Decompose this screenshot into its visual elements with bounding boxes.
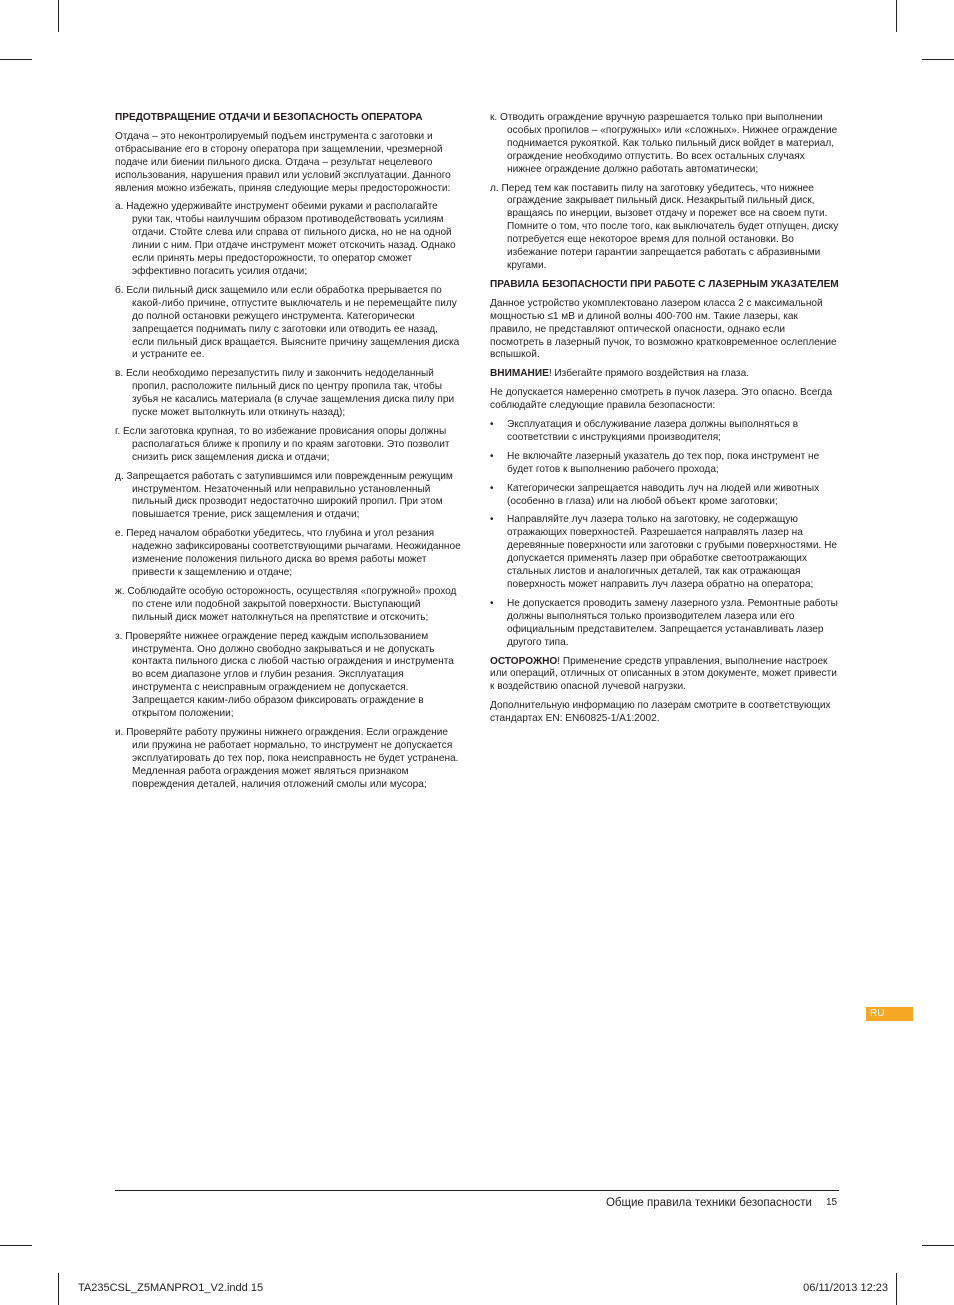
- list-item: д. Запрещается работать с затупившимся или поврежденным режущим инструментом. Незаточенный или неправильно установленный пильный диск прозводит недостаточно широкий пропил. При этом повышается трение, риск защемления и отдачи;: [115, 470, 453, 521]
- language-badge: RU: [866, 1007, 913, 1021]
- crop-mark: [58, 1273, 59, 1305]
- laser-section-heading: ПРАВИЛА БЕЗОПАСНОСТИ ПРИ РАБОТЕ С ЛАЗЕРНЫМ УКАЗАТЕЛЕМ: [490, 278, 839, 290]
- list-item: з. Проверяйте нижнее ограждение перед каждым использованием инструмента. Оно должно свободно закрываться и не допускать контакта пильного диска с любой частью ограждения и инструмента во всем диапазоне углов и глубин резания. Эксплуатация инструмента с неисправным ограждением не допускается. Запрещается каким-либо образом фиксировать ограждение в открытом положении;: [115, 630, 454, 720]
- intro-paragraph: Отдача – это неконтролируемый подъем инструмента с заготовки и отбрасывание его в сторону оператора при защемлении, чрезмерной подаче или биении пильного диска. Отдача – результат нецелевого использования, нарушения правил или условий эксплуатации. Данного явления можно избежать, приняв следующие меры предосторожности:: [115, 130, 451, 194]
- crop-mark: [0, 59, 32, 60]
- warning-paragraph: [490, 368, 840, 381]
- footer-title: Общие правила техники безопасности: [605, 1197, 812, 1209]
- list-item: б. Если пильный диск защемило или если обработка прерывается по какой-либо причине, отпустите выключатель и не перемещайте пилу до полной остановки режущего инструмента. Категорически запрещается поднимать пилу с заготовки или отводить ее назад, если пильный диск вращается. Выясните причину защемления диска и устраните ее.: [115, 284, 460, 361]
- bullet-text: Не допускается проводить замену лазерного узла. Ремонтные работы должны выполняться только производителем лазера или его официальным представителем. Запрещается устанавливать лазер другого типа.: [507, 597, 838, 648]
- bullet-text: Эксплуатация и обслуживание лазера должны выполняться в соответствии с инструкциями производителя;: [507, 419, 799, 443]
- bullet-item: [490, 419, 840, 445]
- list-item: и. Проверяйте работу пружины нижнего ограждения. Если ограждение или пружина не работает нормально, то инструмент не допускается эксплуатировать до тех пор, пока неисправность не будет устранена. Медленная работа ограждения может являться признаком повреждения деталей, наличия отложений смолы или мусора;: [115, 726, 459, 790]
- caution-label: ОСТОРОЖНО: [490, 655, 558, 667]
- page-number: 15: [826, 1197, 838, 1208]
- list-item: л. Перед тем как поставить пилу на заготовку убедитесь, что нижнее ограждение закрывает пильный диск. Незакрытый пильный диск, вращаясь по инерции, вызовет отдачу и порежет все на своем пути. Помните о том, что после того, как выключатель будет отпущен, диску потребуется еще некоторое время для полной остановки. Во избежание потери гарантии запрещается работать с абразивными кругами.: [490, 182, 839, 271]
- list-item: в. Если необходимо перезапустить пилу и закончить недоделанный пропил, расположите пильный диск по центру пропила так, чтобы зубья не касались материала (в случае защемления диска пилу при пуске может вытолкнуть или откинуть назад);: [115, 368, 455, 419]
- crop-mark: [896, 1273, 897, 1305]
- bullet-icon: •: [490, 482, 494, 494]
- caution-text: ! Применение средств управления, выполнение настроек или операций, отличных от описанных в этом документе, может привести к воздействию опасной лучевой нагрузки.: [490, 655, 837, 693]
- bullet-icon: •: [490, 514, 494, 526]
- caution-paragraph: [490, 656, 840, 695]
- bullet-text: Категорически запрещается наводить луч на людей или животных (особенно в глаза) или на любой объект кроме заготовки;: [507, 482, 820, 507]
- no-look-paragraph: Не допускается намеренно смотреть в пучок лазера. Это опасно. Всегда соблюдайте следующие правила безопасности:: [490, 387, 833, 412]
- list-item: к. Отводить ограждение вручную разрешается только при выполнении особых пропилов – «погружных» или «сложных». Нижнее ограждение поднимается рукояткой. Как только пильный диск войдет в материал, ограждение необходимо отпустить. Во всех остальных случаях нижнее ограждение должно работать автоматически;: [490, 112, 838, 175]
- section-heading: ПРЕДОТВРАЩЕНИЕ ОТДАЧИ И БЕЗОПАСНОСТЬ ОПЕРАТОРА: [115, 112, 423, 123]
- crop-mark: [922, 59, 954, 60]
- warning-text: ! Избегайте прямого воздействия на глаза.: [548, 368, 750, 380]
- bullet-text: Не включайте лазерный указатель до тех пор, пока инструмент не будет готов к выполнению рабочего прохода;: [507, 450, 820, 475]
- slug-date: 06/11/2013 12:23: [803, 1282, 888, 1294]
- crop-mark: [58, 0, 59, 32]
- bullet-item: [490, 598, 840, 650]
- left-column: [115, 112, 461, 798]
- bullet-item: [490, 451, 840, 477]
- bullet-icon: •: [490, 597, 494, 609]
- slug-filename: TA235CSL_Z5MANPRO1_V2.indd 15: [78, 1282, 264, 1294]
- more-info-paragraph: Дополнительную информацию по лазерам смотрите в соответствующих стандартах EN: EN60825-1/A1:2002.: [490, 700, 831, 725]
- laser-intro-paragraph: Данное устройство укомплектовано лазером класса 2 с максимальной мощностью ≤1 мВ и длиной волны 400-700 нм. Такие лазеры, как правило, не представляют оптической опасности, однако если посмотреть в лазерный пучок, то возможно кратковременное ослепление вспышкой.: [490, 297, 837, 361]
- bullet-item: [490, 514, 840, 591]
- crop-mark: [896, 0, 897, 32]
- bullet-icon: •: [490, 450, 494, 462]
- warning-label: ВНИМАНИЕ: [490, 368, 549, 380]
- list-item: е. Перед началом обработки убедитесь, что глубина и угол резания надежно зафиксированы соответствующими рычагами. Неожиданное изменение положения пильного диска во время работы может привести к защемлению и отдаче;: [115, 528, 461, 578]
- list-item: г. Если заготовка крупная, то во избежание провисания опоры должны располагаться ближе к пропилу и по краям заготовки. Это позволит снизить риск защемления диска и отдачи;: [115, 425, 450, 463]
- bullet-icon: •: [490, 419, 494, 431]
- bullet-item: [490, 483, 840, 509]
- crop-mark: [922, 1245, 954, 1246]
- crop-mark: [0, 1245, 32, 1246]
- list-item: ж. Соблюдайте особую осторожность, осуществляя «погружной» проход по стене или подобной закрытой поверхности. Выступающий пильный диск может натолкнуться на препятствие и отскочить;: [115, 585, 457, 623]
- bullet-text: Направляйте луч лазера только на заготовку, не содержащую отражающих поверхностей. Разрешается направлять лазер на деревянные поверхности или заготовки с грубыми поверхностями. Не допускается применять лазер при обработке светоотражающих стальных листов и аналогичных деталей, так как отражающая поверхность может направить луч лазера обратно на оператора;: [507, 514, 837, 590]
- right-column: [490, 112, 840, 732]
- footer-divider: [115, 1190, 839, 1191]
- list-item: а. Надежно удерживайте инструмент обеими руками и располагайте руки так, чтобы наилучшим образом противодействовать усилиям отдачи. Стойте слева или справа от пильного диска, но не на одной линии с ним. При отдаче инструмент может отскочить назад. Однако если принять меры предосторожности, то оператор сможет эффективно погасить усилия отдачи;: [115, 201, 456, 277]
